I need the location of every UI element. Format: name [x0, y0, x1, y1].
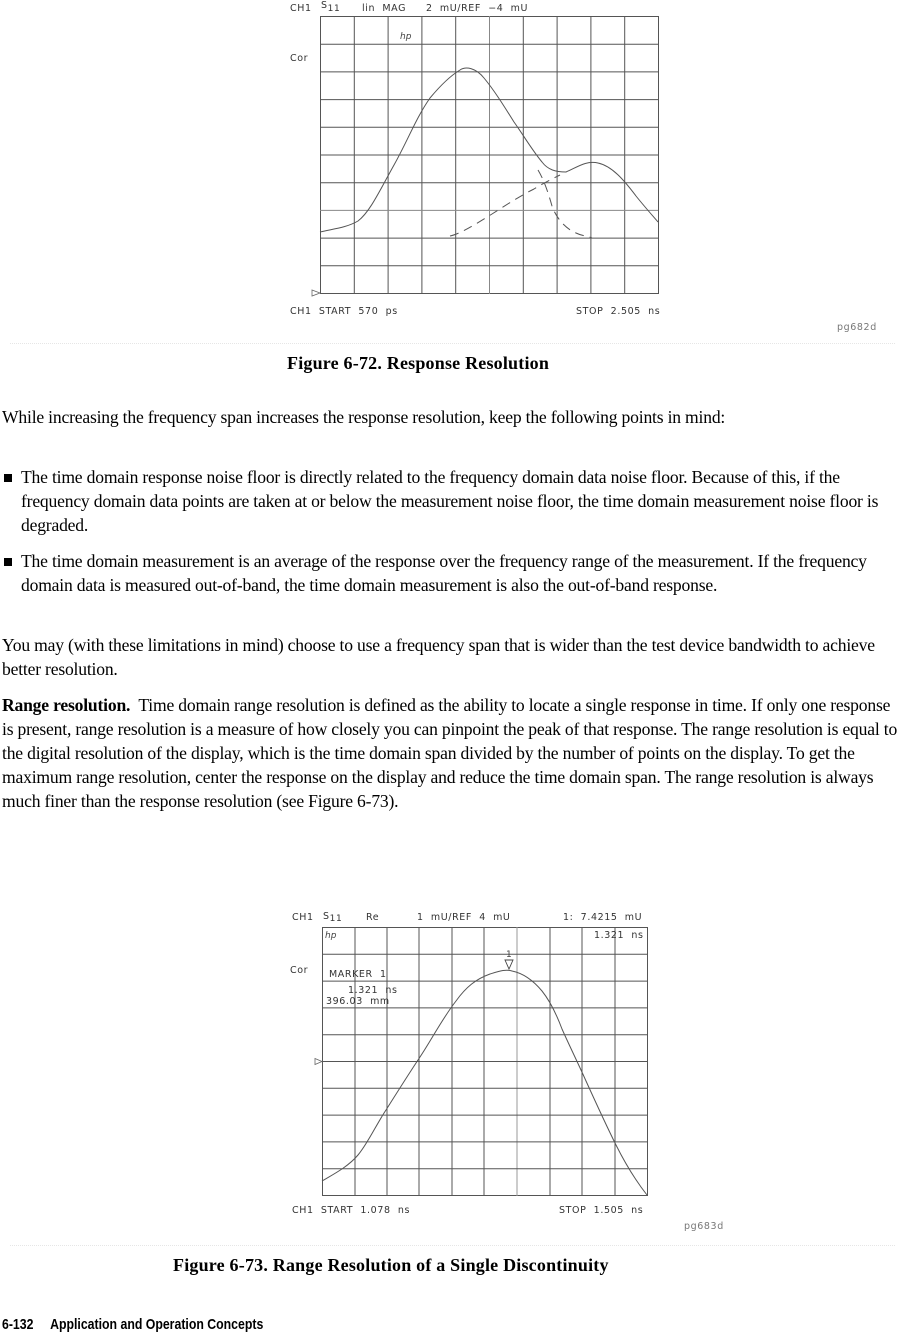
figure-72: [280, 0, 900, 345]
bullet-text: The time domain measurement is an average of the response over the frequency range of the measurement. If the frequency domain data is measured out-of-band, the time domain measurement is also the out-of-band response.: [21, 551, 867, 595]
section-title: Application and Operation Concepts: [50, 1316, 264, 1333]
format-label: Re: [366, 912, 380, 923]
start-label: CH1 START 570 ps: [290, 306, 398, 317]
limitations-paragraph: You may (with these limitations in mind) choose to use a frequency span that is wider than the test device bandwidth to achieve better resolution.: [2, 635, 875, 679]
figure-72-chart: [280, 0, 900, 345]
graticule: [322, 927, 648, 1196]
channel-label: CH1: [290, 3, 312, 14]
cor-indicator: Cor: [290, 965, 309, 976]
bullet-square-icon: [4, 474, 12, 482]
figure-id: pg683d: [684, 1221, 724, 1232]
graticule: [320, 16, 659, 294]
bullet-item: [2, 465, 892, 537]
reference-marker-icon: [312, 290, 320, 296]
range-resolution-paragraph: [2, 693, 905, 813]
marker-box-title: MARKER 1: [329, 969, 387, 980]
channel-label: CH1: [292, 912, 314, 923]
stop-label: STOP 2.505 ns: [576, 306, 661, 317]
format-label: lin MAG: [362, 3, 407, 14]
figure-id: pg682d: [837, 322, 877, 333]
page-number: 6-132: [2, 1316, 34, 1333]
param-label: S11: [323, 911, 343, 924]
bullet-square-icon: [4, 558, 12, 566]
reference-marker-icon: [315, 1059, 322, 1065]
hp-logo: hp: [325, 931, 337, 941]
marker-time-readout: 1.321 ns: [594, 930, 644, 941]
stop-label: STOP 1.505 ns: [559, 1205, 644, 1216]
figure-72-caption: Figure 6-72. Response Resolution: [287, 353, 550, 373]
marker-triangle-icon: [505, 960, 513, 969]
marker-number: 1: [506, 950, 512, 960]
figure-divider: [10, 1245, 895, 1246]
trace-second-response: [450, 175, 560, 236]
figure-73-caption: Figure 6-73. Range Resolution of a Single Discontinuity: [173, 1255, 609, 1275]
figure-73-chart: [280, 905, 900, 1245]
scale-label: 2 mU/REF −4 mU: [426, 3, 529, 14]
figure-divider: [10, 343, 895, 344]
range-resolution-text: Time domain range resolution is defined as the ability to locate a single response in time. If only one response is present, range resolution is a measure of how closely you can pinpoint the peak of that response. The range resolution is equal to the digital resolution of the display, which is the time domain span divided by the number of points on the display. To get the maximum range resolution, center the response on the display and reduce the time domain span. The range resolution is always much finer than the response resolution (see Figure 6-73).: [2, 695, 898, 811]
scale-label: 1 mU/REF 4 mU: [417, 912, 511, 923]
trace-first-tail: [538, 170, 592, 238]
start-label: CH1 START 1.078 ns: [292, 1205, 411, 1216]
range-resolution-heading: Range resolution.: [2, 695, 131, 715]
bullet-item: [2, 549, 892, 597]
page-footer: [2, 1316, 263, 1333]
marker-box-distance: 396.03 mm: [326, 996, 390, 1007]
marker-value-readout: 1: 7.4215 mU: [563, 912, 643, 923]
cor-indicator: Cor: [290, 53, 309, 64]
bullet-text: The time domain response noise floor is directly related to the frequency domain data noise floor. Because of this, if the frequency domain data points are taken at or below the measurement noise floor, the time domain measurement noise floor is degraded.: [21, 467, 879, 535]
hp-logo: hp: [400, 32, 412, 42]
figure-73: [280, 905, 900, 1245]
marker-box-time: 1.321 ns: [348, 985, 398, 996]
param-label: S11: [321, 0, 341, 14]
intro-paragraph: While increasing the frequency span increases the response resolution, keep the following points in mind:: [2, 407, 726, 427]
